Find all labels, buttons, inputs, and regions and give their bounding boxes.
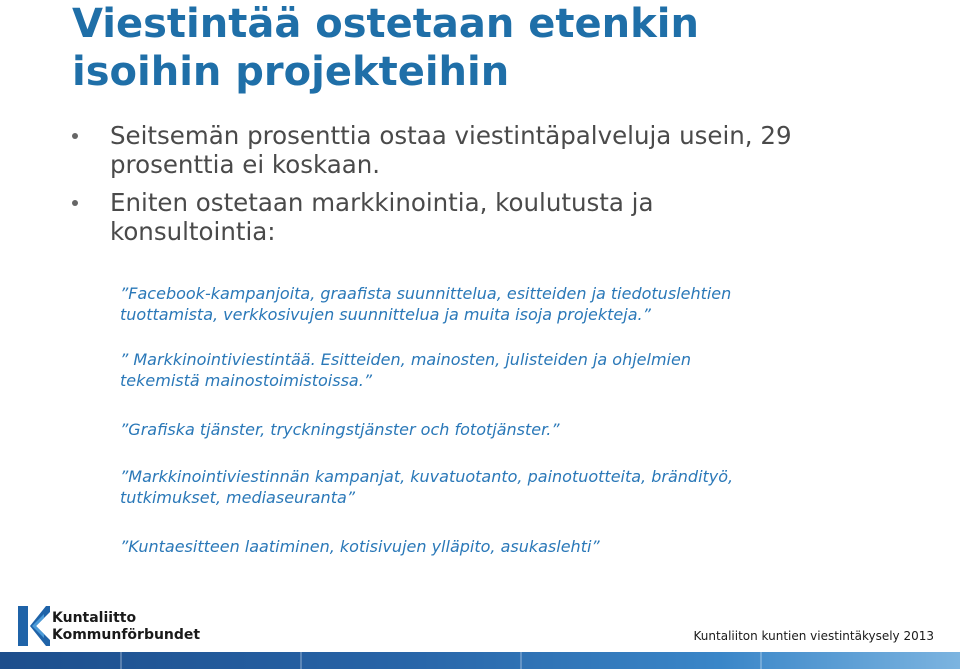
quote-line: tekemistä mainostoimistoissa.” xyxy=(120,371,373,390)
quote-line: ” Markkinointiviestintää. Esitteiden, mainosten, julisteiden ja ohjelmien xyxy=(120,350,691,369)
quote-1 xyxy=(120,283,920,325)
bullet-text-line: Seitsemän prosenttia ostaa viestintäpalveluja usein, 29 xyxy=(110,121,792,150)
bullet-list xyxy=(72,121,932,255)
footer-bar-divider xyxy=(120,652,122,669)
slide-title xyxy=(72,0,699,96)
quote-line: ”Kuntaesitteen laatiminen, kotisivujen ylläpito, asukaslehti” xyxy=(120,537,600,556)
logo-name-sv: Kommunförbundet xyxy=(52,627,201,643)
bullet-item xyxy=(72,188,932,246)
bullet-text-line: konsultointia: xyxy=(110,217,276,246)
footer-bar-divider xyxy=(300,652,302,669)
quote-line: tutkimukset, mediaseuranta” xyxy=(120,488,356,507)
bullet-dot-icon xyxy=(72,200,78,206)
bullet-item xyxy=(72,121,932,179)
footer-bar-divider xyxy=(760,652,762,669)
quote-4 xyxy=(120,466,920,508)
bullet-dot-icon xyxy=(72,133,78,139)
quote-line: ”Markkinointiviestinnän kampanjat, kuvatuotanto, painotuotteita, brändityö, xyxy=(120,467,734,486)
kuntaliitto-logo-mark-icon xyxy=(16,604,50,648)
kuntaliitto-logo xyxy=(16,604,216,650)
quote-5 xyxy=(120,536,920,557)
footer-bar-divider xyxy=(520,652,522,669)
quote-3 xyxy=(120,419,920,440)
bullet-text-line: Eniten ostetaan markkinointia, koulutusta ja xyxy=(110,188,654,217)
bullet-text-line: prosenttia ei koskaan. xyxy=(110,150,381,179)
footer-bar xyxy=(0,652,960,669)
title-line-2: isoihin projekteihin xyxy=(72,49,510,95)
quote-line: ”Facebook-kampanjoita, graafista suunnittelua, esitteiden ja tiedotuslehtien xyxy=(120,284,732,303)
title-line-1: Viestintää ostetaan etenkin xyxy=(72,1,699,47)
quote-2 xyxy=(120,349,920,391)
footer-source-text: Kuntaliiton kuntien viestintäkysely 2013 xyxy=(693,629,934,643)
logo-name-fi: Kuntaliitto xyxy=(52,610,137,626)
quote-line: tuottamista, verkkosivujen suunnittelua ja muita isoja projekteja.” xyxy=(120,305,651,324)
quote-line: ”Grafiska tjänster, tryckningstjänster och fototjänster.” xyxy=(120,420,560,439)
